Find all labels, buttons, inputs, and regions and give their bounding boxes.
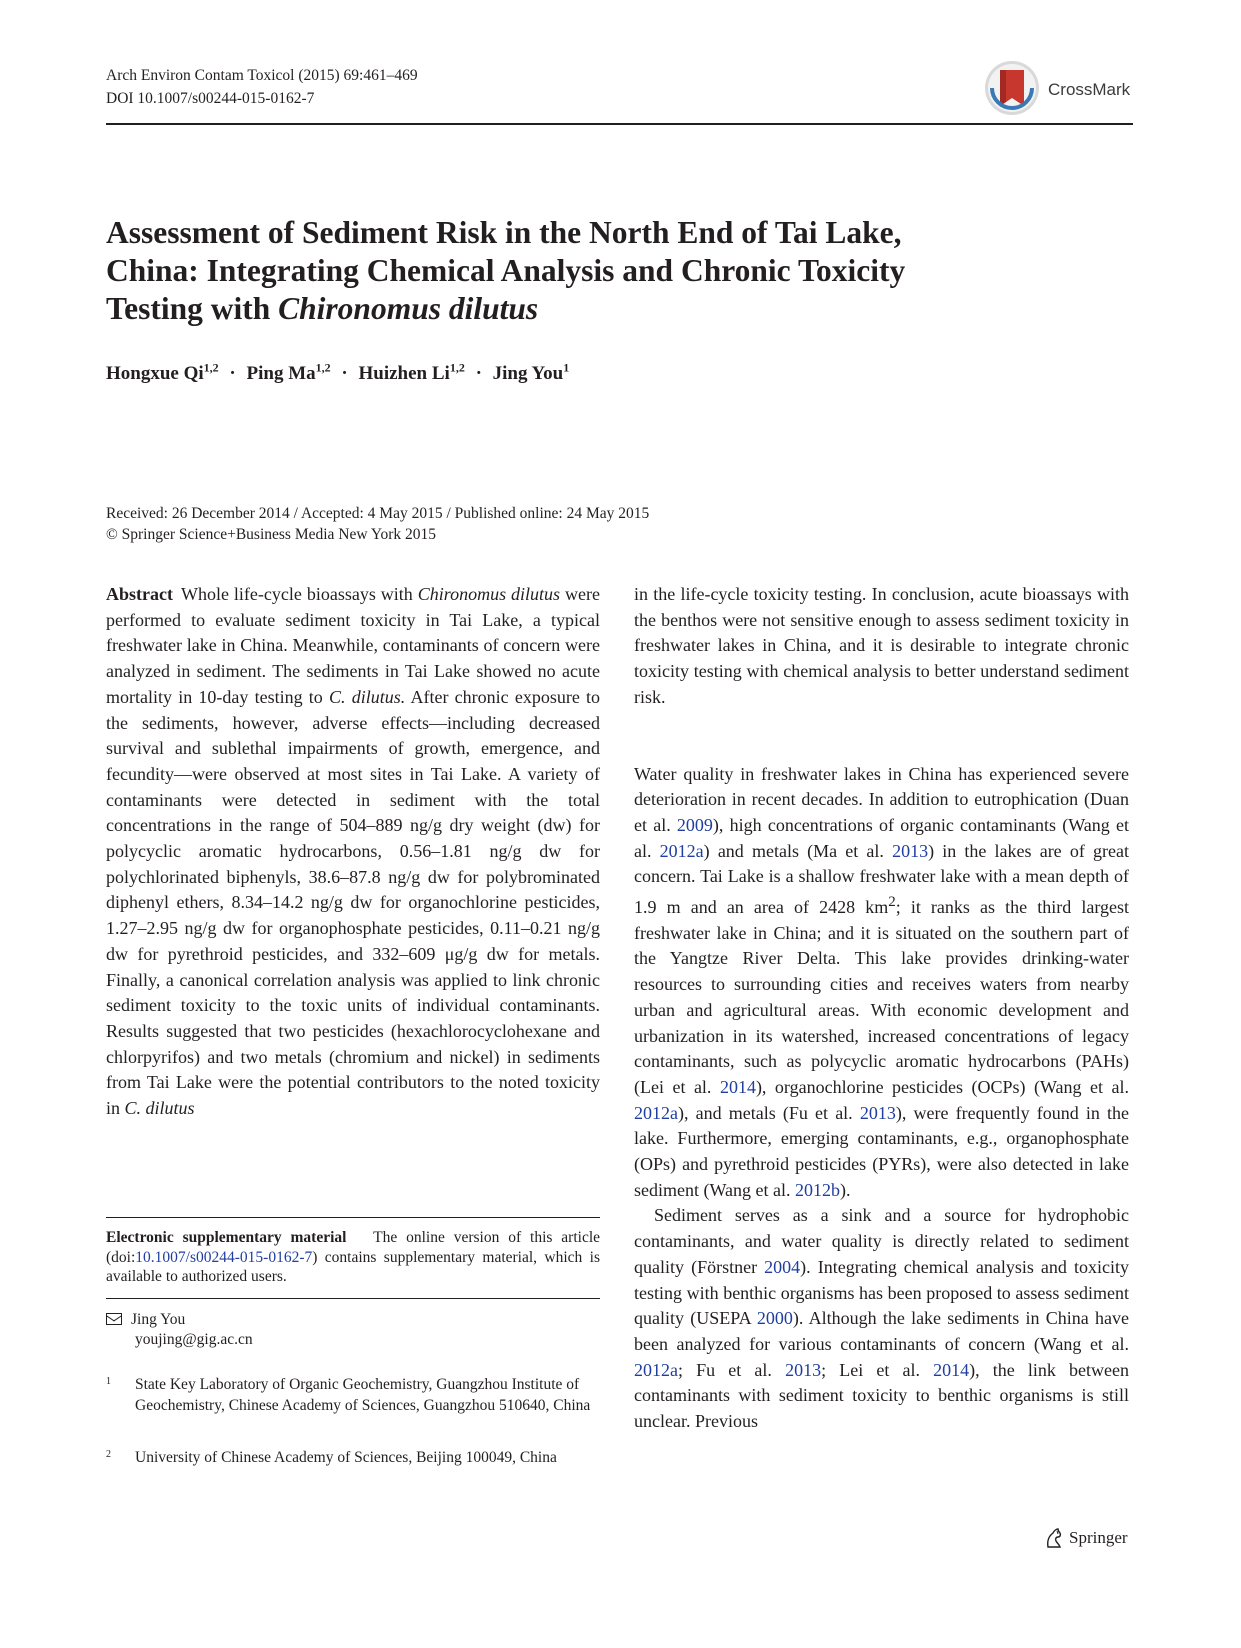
crossmark-icon xyxy=(984,60,1040,116)
doi-link[interactable]: 10.1007/s00244-015-0162-7 xyxy=(135,1248,313,1266)
affiliation xyxy=(106,1448,600,1469)
citation-link[interactable]: 2012a xyxy=(634,1102,678,1123)
title-line-2: China: Integrating Chemical Analysis and Chronic Toxicity xyxy=(106,253,906,288)
journal-citation: Arch Environ Contam Toxicol (2015) 69:461–469 xyxy=(106,67,418,84)
copyright-line: © Springer Science+Business Media New York 2015 xyxy=(106,526,437,543)
header-rule xyxy=(106,123,1133,125)
envelope-icon xyxy=(106,1313,122,1325)
citation-link[interactable]: 2009 xyxy=(676,814,713,835)
affiliation xyxy=(106,1375,600,1416)
history-dates: Received: 26 December 2014 / Accepted: 4 May 2015 / Published online: 24 May 2015 xyxy=(106,505,650,522)
esm-rule-bottom xyxy=(106,1298,600,1299)
journal-header xyxy=(106,64,418,110)
intro-paragraph-2: Sediment serves as a sink and a source for hydrophobic contaminants, and water quality is directly related to sediment quality (Förstner 2004). Integrating chemical analysis and toxicity testing with benthic organisms has been proposed to assess sediment quality (USEPA 2000). Although the lake sediments in China have been analyzed for various contaminants of concern (Wang et al. 2012a; Fu et al. 2013; Lei et al. 2014), the link between contaminants with sediment toxicity to benthic organisms is still unclear. Previous xyxy=(634,1205,1129,1432)
abstract-heading: Abstract xyxy=(106,584,173,604)
author-list xyxy=(106,361,569,385)
left-column xyxy=(106,582,600,1122)
affiliation-text: University of Chinese Academy of Sciences, Beijing 100049, China xyxy=(135,1449,557,1466)
author-separator: · xyxy=(229,363,236,385)
abstract: Abstract Whole life-cycle bioassays with Chironomus dilutus were performed to evaluate sediment toxicity in Tai Lake, a typical freshwater lake in China. Meanwhile, contaminants of concern were analyzed in sediment. The sediments in Tai Lake showed no acute mortality in 10-day testing to C. dilutus. After chronic exposure to the sediments, however, adverse effects—including decreased survival and sublethal impairments of growth, emergence, and fecundity—were observed at most sites in Tai Lake. A variety of contaminants were detected in sediment with the total concentrations in the range of 504–889 ng/g dry weight (dw) for polycyclic aromatic hydrocarbons, 0.56–1.81 ng/g dw for polychlorinated biphenyls, 38.6–87.8 ng/g dw for polybrominated diphenyl ethers, 8.34–14.2 ng/g dw for organochlorine pesticides, 1.27–2.95 ng/g dw for organophosphate pesticides, 0.11–0.21 ng/g dw for pyrethroid pesticides, and 332–609 μg/g dw for metals. Finally, a canonical correlation analysis was applied to link chronic sediment toxicity to the toxic units of individual contaminants. Results suggested that two pesticides (hexachlorocyclohexane and chlorpyrifos) and two metals (chromium and nickel) in sediments from Tai Lake were the potential contributors to the noted toxicity in C. dilutus xyxy=(106,584,601,1119)
crossmark-label: CrossMark xyxy=(1048,80,1131,99)
citation-link[interactable]: 2013 xyxy=(785,1359,822,1380)
author-separator: · xyxy=(475,363,482,385)
doi-line: DOI 10.1007/s00244-015-0162-7 xyxy=(106,90,315,107)
publisher-logo xyxy=(1043,1527,1128,1549)
supplementary-note: Electronic supplementary material The online version of this article (doi:10.1007/s00244-015-0162-7) contains supplementary material, which is available to authorized users. xyxy=(106,1229,601,1285)
crossmark-badge[interactable] xyxy=(984,60,1144,118)
citation-link[interactable]: 2004 xyxy=(764,1256,801,1277)
citation-link[interactable]: 2013 xyxy=(859,1102,896,1123)
author[interactable]: Hongxue Qi$^{1,2}$ xyxy=(106,361,219,385)
author[interactable]: Huizhen Li$^{1,2}$ xyxy=(358,361,465,385)
citation-link[interactable]: 2014 xyxy=(719,1076,756,1097)
citation-link[interactable]: 2012a xyxy=(634,1359,678,1380)
esm-rule xyxy=(106,1217,600,1218)
publisher-name: Springer xyxy=(1069,1528,1128,1547)
citation-link[interactable]: 2013 xyxy=(892,840,929,861)
corresponding-email[interactable]: youjing@gig.ac.cn xyxy=(135,1331,253,1348)
citation-link[interactable]: 2012b xyxy=(795,1179,840,1200)
springer-horse-icon xyxy=(1043,1527,1065,1549)
author[interactable]: Ping Ma$^{1,2}$ xyxy=(246,361,331,385)
title-species: Chironomus dilutus xyxy=(278,291,539,326)
right-column xyxy=(634,582,1129,1435)
article-title xyxy=(106,214,1026,328)
publication-history xyxy=(106,503,649,545)
citation-link[interactable]: 2012a xyxy=(659,840,704,861)
affiliation-number: 1 xyxy=(106,1376,111,1387)
title-line-3-prefix: Testing with xyxy=(106,291,279,326)
corresponding-author: Jing You xyxy=(131,1311,186,1328)
abstract-continued: in the life-cycle toxicity testing. In conclusion, acute bioassays with the benthos were not sensitive enough to assess sediment toxicity in freshwater lakes in China, and it is desirable to integrate chronic toxicity testing with chemical analysis to better understand sediment risk. xyxy=(634,584,1129,707)
intro-paragraph-1: Water quality in freshwater lakes in China has experienced severe deterioration in recent decades. In addition to eutrophication (Duan et al. 2009), high concentrations of organic contaminants (Wang et al. 2012a) and metals (Ma et al. 2013) in the lakes are of great concern. Tai Lake is a shallow freshwater lake with a mean depth of 1.9 m and an area of 2428 $km^2$; it ranks as the third largest freshwater lake in China; and it is situated on the southern part of the Yangtze River Delta. This lake provides drinking-water resources to surrounding cities and receives waters from nearby urban and agricultural areas. With economic development and urbanization in its watershed, increased concentrations of legacy contaminants, such as polycyclic aromatic hydrocarbons (PAHs) (Lei et al. 2014), organochlorine pesticides (OCPs) (Wang et al. 2012a), and metals (Fu et al. 2013), were frequently found in the lake. Furthermore, emerging contaminants, e.g., organophosphate (OPs) and pyrethroid pesticides (PYRs), were also detected in lake sediment (Wang et al. 2012b). xyxy=(634,763,1129,1200)
citation-link[interactable]: 2014 xyxy=(933,1359,970,1380)
author[interactable]: Jing You$^1$ xyxy=(492,361,570,385)
esm-heading: Electronic supplementary material xyxy=(106,1229,347,1246)
correspondence xyxy=(106,1310,253,1350)
title-line-1: Assessment of Sediment Risk in the North End of Tai Lake, xyxy=(106,215,902,250)
author-separator: · xyxy=(341,363,348,385)
citation-link[interactable]: 2000 xyxy=(756,1308,793,1329)
affiliation-number: 2 xyxy=(106,1449,111,1460)
affiliation-text: State Key Laboratory of Organic Geochemistry, Guangzhou Institute of Geochemistry, Chinese Academy of Sciences, Guangzhou 510640, China xyxy=(135,1376,591,1414)
